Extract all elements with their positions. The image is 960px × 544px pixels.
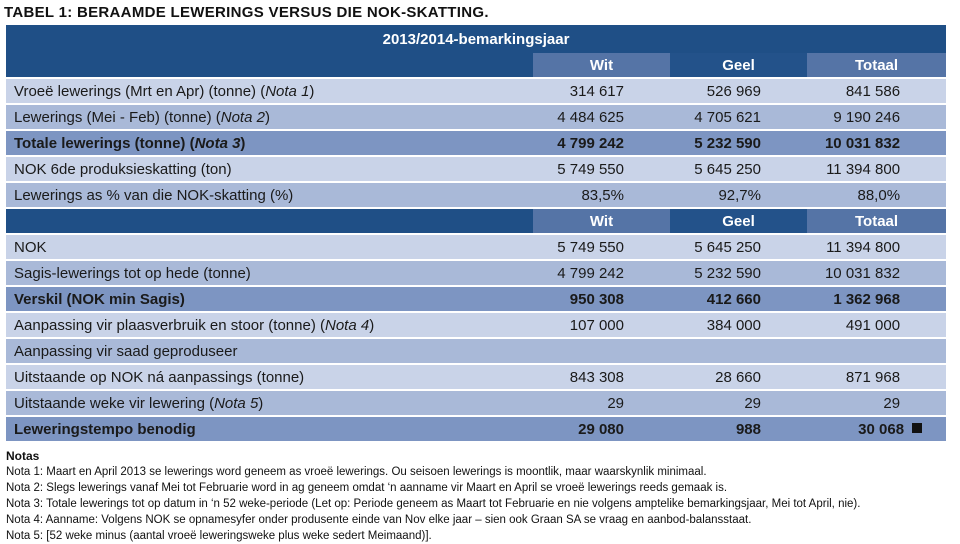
value-totaal-text: 9 190 246	[833, 108, 901, 126]
header-totaal: Totaal	[807, 208, 946, 234]
row-label-text: NOK	[14, 238, 47, 256]
value-wit-text: 107 000	[569, 316, 624, 334]
row-label-suffix: )	[240, 134, 246, 152]
header-totaal: Totaal	[807, 53, 946, 78]
value-wit-text: 4 799 242	[557, 134, 624, 152]
value-totaal	[807, 182, 946, 208]
deliveries-table	[6, 25, 946, 443]
table-row	[6, 156, 946, 182]
value-geel-text: 5 645 250	[694, 238, 761, 256]
header-geel: Geel	[670, 208, 807, 234]
value-wit	[533, 260, 670, 286]
value-totaal	[807, 104, 946, 130]
row-label	[6, 234, 533, 260]
row-note-ref: Nota 2	[220, 108, 265, 126]
value-wit-text: 29 080	[578, 420, 624, 438]
table-row	[6, 104, 946, 130]
table-row	[6, 338, 946, 364]
value-geel	[670, 156, 807, 182]
note-item: Nota 4: Aanname: Volgens NOK se opnamesyfer onder produsente einde van Nov elke jaar – sien ook Graan SA se vraag en aanbod-balansstaat.	[6, 514, 752, 526]
table-title: TABEL 1: BERAAMDE LEWERINGS VERSUS DIE NOK-SKATTING.	[4, 4, 489, 21]
value-geel	[670, 286, 807, 312]
value-wit	[533, 364, 670, 390]
value-totaal-text: 10 031 832	[824, 264, 901, 282]
note-item: Nota 2: Slegs lewerings vanaf Mei tot Februarie word in ag geneem omdat ‘n aanname vir Maart en April se vroeë lewerings reeds gemaak is.	[6, 482, 728, 494]
value-totaal-text: 11 394 800	[826, 238, 901, 256]
table-row	[6, 416, 946, 442]
row-label-text: Leweringstempo benodig	[14, 420, 196, 438]
header-label-cell	[6, 208, 533, 234]
value-geel-text: 5 645 250	[694, 160, 761, 178]
value-wit-text: 29	[607, 394, 624, 412]
banner-label: 2013/2014-bemarkingsjaar	[6, 25, 946, 53]
value-wit	[533, 338, 670, 364]
value-geel	[670, 260, 807, 286]
row-label-text: Uitstaande op NOK ná aanpassings (tonne)	[14, 368, 305, 386]
row-note-ref: Nota 3	[194, 134, 241, 152]
note-item: Nota 5: [52 weke minus (aantal vroeë leweringsweke plus weke sedert Meimaand)].	[6, 530, 432, 542]
row-label-text: Verskil (NOK min Sagis)	[14, 290, 185, 308]
value-wit	[533, 78, 670, 104]
value-geel-text: 384 000	[706, 316, 761, 334]
row-label	[6, 182, 533, 208]
value-wit	[533, 286, 670, 312]
table-row	[6, 182, 946, 208]
value-totaal-text: 10 031 832	[824, 134, 901, 152]
row-label	[6, 416, 533, 442]
value-wit-text: 4 484 625	[557, 108, 624, 126]
value-geel-text: 5 232 590	[694, 264, 761, 282]
row-label	[6, 338, 533, 364]
header-label-cell	[6, 53, 533, 78]
notes-list	[6, 464, 860, 544]
value-totaal-text: 1 362 968	[833, 290, 901, 308]
header-wit: Wit	[533, 208, 670, 234]
value-totaal	[807, 390, 946, 416]
notes-section	[6, 448, 860, 544]
value-wit	[533, 234, 670, 260]
value-wit-text: 314 617	[569, 82, 624, 100]
value-wit-text: 843 308	[569, 368, 624, 386]
value-geel	[670, 338, 807, 364]
row-label-text: Vroeë lewerings (Mrt en Apr) (tonne) (	[14, 82, 266, 100]
end-square-icon	[912, 423, 922, 433]
value-geel	[670, 312, 807, 338]
value-geel	[670, 104, 807, 130]
value-wit	[533, 182, 670, 208]
value-totaal	[807, 286, 946, 312]
value-geel	[670, 234, 807, 260]
table-row	[6, 390, 946, 416]
table-row	[6, 130, 946, 156]
table-row	[6, 260, 946, 286]
value-totaal	[807, 364, 946, 390]
value-totaal	[807, 156, 946, 182]
table-row	[6, 286, 946, 312]
row-label	[6, 260, 533, 286]
row-note-ref: Nota 4	[325, 316, 370, 334]
value-geel-text: 526 969	[706, 82, 761, 100]
value-totaal-text: 841 586	[845, 82, 901, 100]
row-label-text: Sagis-lewerings tot op hede (tonne)	[14, 264, 251, 282]
row-label-suffix: )	[264, 108, 270, 126]
value-geel-text: 4 705 621	[694, 108, 761, 126]
row-label-text: NOK 6de produksieskatting (ton)	[14, 160, 232, 178]
value-geel	[670, 182, 807, 208]
value-wit	[533, 312, 670, 338]
value-geel-text: 28 660	[715, 368, 761, 386]
value-wit-text: 83,5%	[581, 186, 624, 204]
value-totaal	[807, 260, 946, 286]
value-totaal	[807, 416, 946, 442]
value-geel	[670, 390, 807, 416]
row-label	[6, 390, 533, 416]
value-totaal	[807, 130, 946, 156]
value-totaal	[807, 312, 946, 338]
column-header-row	[6, 208, 946, 234]
table-row	[6, 312, 946, 338]
notes-heading: Notas	[6, 449, 40, 463]
row-label	[6, 78, 533, 104]
value-totaal	[807, 338, 946, 364]
value-totaal-text: 871 968	[845, 368, 901, 386]
row-label-suffix: )	[258, 394, 264, 412]
value-wit-text: 4 799 242	[557, 264, 624, 282]
row-label-suffix: )	[369, 316, 375, 334]
value-totaal	[807, 78, 946, 104]
row-label	[6, 364, 533, 390]
value-geel-text: 988	[735, 420, 761, 438]
note-item: Nota 3: Totale lewerings tot op datum in ‘n 52 weke-periode (Let op: Periode geneem as Maart tot Februarie en nie volgens amptelike bemarkingsjaar, Mei tot April, nie).	[6, 498, 861, 510]
value-totaal	[807, 234, 946, 260]
value-wit	[533, 130, 670, 156]
value-wit-text: 950 308	[569, 290, 624, 308]
value-totaal-text: 11 394 800	[826, 160, 901, 178]
marketing-year-banner	[6, 25, 946, 53]
value-geel	[670, 364, 807, 390]
value-geel-text: 92,7%	[718, 186, 761, 204]
value-wit	[533, 156, 670, 182]
row-label-text: Lewerings (Mei - Feb) (tonne) (	[14, 108, 221, 126]
column-header-row	[6, 53, 946, 78]
value-wit-text: 5 749 550	[557, 160, 624, 178]
row-label	[6, 312, 533, 338]
table-row	[6, 364, 946, 390]
value-wit	[533, 390, 670, 416]
row-label-text: Aanpassing vir plaasverbruik en stoor (tonne) (	[14, 316, 325, 334]
value-totaal-text: 29	[883, 394, 901, 412]
value-geel-text: 5 232 590	[694, 134, 761, 152]
value-totaal-text: 88,0%	[857, 186, 901, 204]
value-totaal-text: 491 000	[845, 316, 901, 334]
value-wit	[533, 104, 670, 130]
row-label-suffix: )	[309, 82, 315, 100]
row-label-text: Lewerings as % van die NOK-skatting (%)	[14, 186, 294, 204]
value-wit-text: 5 749 550	[557, 238, 624, 256]
row-note-ref: Nota 5	[214, 394, 259, 412]
value-geel-text: 29	[744, 394, 761, 412]
row-note-ref: Nota 1	[265, 82, 310, 100]
table-row	[6, 78, 946, 104]
note-item: Nota 1: Maart en April 2013 se lewerings word geneem as vroeë lewerings. Ou seisoen lewerings is moontlik, maar waarskynlik minimaal.	[6, 466, 707, 478]
table-row	[6, 234, 946, 260]
row-label-text: Uitstaande weke vir lewering (	[14, 394, 215, 412]
row-label	[6, 156, 533, 182]
value-wit	[533, 416, 670, 442]
row-label-text: Aanpassing vir saad geproduseer	[14, 342, 238, 360]
header-geel: Geel	[670, 53, 807, 78]
value-totaal-text: 30 068	[858, 420, 905, 438]
row-label	[6, 286, 533, 312]
value-geel	[670, 130, 807, 156]
value-geel-text: 412 660	[706, 290, 761, 308]
value-geel	[670, 416, 807, 442]
value-geel	[670, 78, 807, 104]
row-label-text: Totale lewerings (tonne) (	[14, 134, 195, 152]
header-wit: Wit	[533, 53, 670, 78]
row-label	[6, 104, 533, 130]
row-label	[6, 130, 533, 156]
